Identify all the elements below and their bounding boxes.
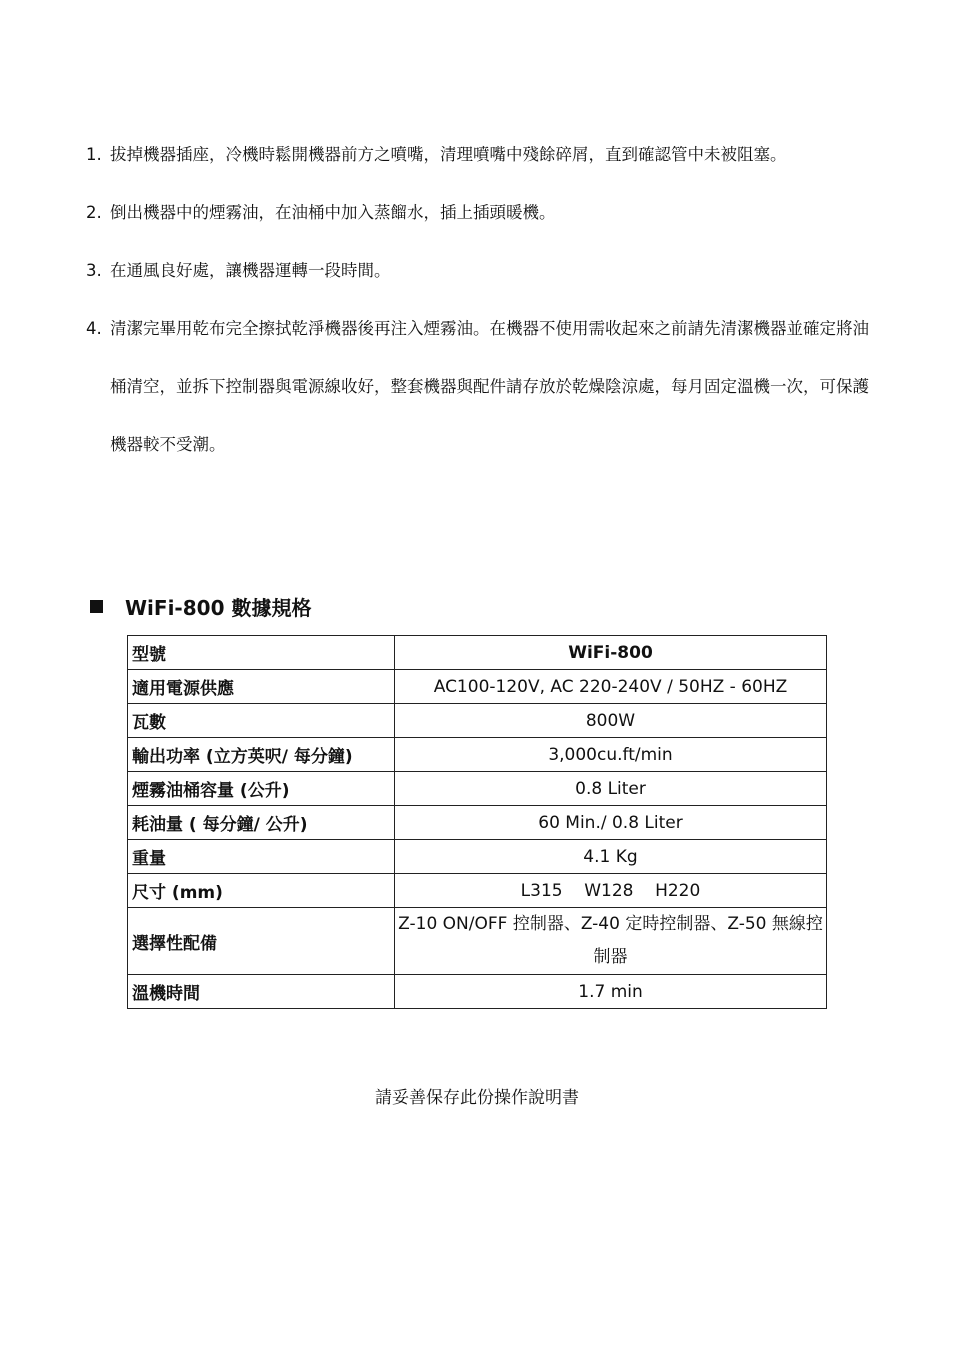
spec-label: 適用電源供應	[128, 670, 395, 704]
spec-label: 溫機時間	[128, 975, 395, 1009]
spec-value: 1.7 min	[395, 975, 827, 1009]
list-text: 清潔完畢用乾布完全擦拭乾淨機器後再注入煙霧油。在機器不使用需收起來之前請先清潔機器並確定將油桶清空，並拆下控制器與電源線收好，整套機器與配件請存放於乾燥陰涼處，每月固定溫機一次，可保護機器較不受潮。	[110, 319, 869, 454]
list-number: 1.	[86, 145, 102, 164]
spec-label: 型號	[128, 636, 395, 670]
table-row	[128, 975, 827, 1009]
spec-value: 800W	[395, 704, 827, 738]
list-number: 2.	[86, 203, 102, 222]
table-row	[128, 636, 827, 670]
table-row	[128, 704, 827, 738]
list-item	[86, 300, 876, 474]
list-number: 4.	[86, 319, 102, 338]
list-text: 拔掉機器插座，冷機時鬆開機器前方之噴嘴，清理噴嘴中殘餘碎屑，直到確認管中未被阻塞。	[110, 145, 787, 164]
table-row	[128, 670, 827, 704]
spec-value: L315 W128 H220	[395, 874, 827, 908]
list-item	[86, 242, 876, 300]
table-row	[128, 874, 827, 908]
spec-label: 重量	[128, 840, 395, 874]
table-row	[128, 738, 827, 772]
table-row	[128, 806, 827, 840]
spec-label: 煙霧油桶容量 (公升)	[128, 772, 395, 806]
spec-value: 4.1 Kg	[395, 840, 827, 874]
spec-label: 瓦數	[128, 704, 395, 738]
spec-value: WiFi-800	[395, 636, 827, 670]
list-text: 倒出機器中的煙霧油，在油桶中加入蒸餾水，插上插頭暖機。	[110, 203, 556, 222]
list-number: 3.	[86, 261, 102, 280]
spec-section-title: WiFi-800 數據規格	[125, 595, 312, 620]
maintenance-instructions	[86, 126, 876, 474]
list-item	[86, 184, 876, 242]
spec-value: AC100-120V, AC 220-240V / 50HZ - 60HZ	[395, 670, 827, 704]
table-row	[128, 772, 827, 806]
spec-label: 耗油量 ( 每分鐘/ 公升)	[128, 806, 395, 840]
spec-value: 60 Min./ 0.8 Liter	[395, 806, 827, 840]
table-row	[128, 908, 827, 975]
footer-note: 請妥善保存此份操作說明書	[375, 1088, 579, 1108]
spec-value: Z-10 ON/OFF 控制器、Z-40 定時控制器、Z-50 無線控制器	[395, 908, 827, 975]
square-bullet-icon	[90, 600, 103, 613]
spec-value: 3,000cu.ft/min	[395, 738, 827, 772]
list-item	[86, 126, 876, 184]
list-text: 在通風良好處，讓機器運轉一段時間。	[110, 261, 391, 280]
table-row	[128, 840, 827, 874]
spec-label: 輸出功率 (立方英呎/ 每分鐘)	[128, 738, 395, 772]
spec-table	[127, 635, 827, 1009]
spec-label: 尺寸 (mm)	[128, 874, 395, 908]
spec-label: 選擇性配備	[128, 908, 395, 975]
spec-value: 0.8 Liter	[395, 772, 827, 806]
spec-section-heading	[90, 588, 311, 624]
